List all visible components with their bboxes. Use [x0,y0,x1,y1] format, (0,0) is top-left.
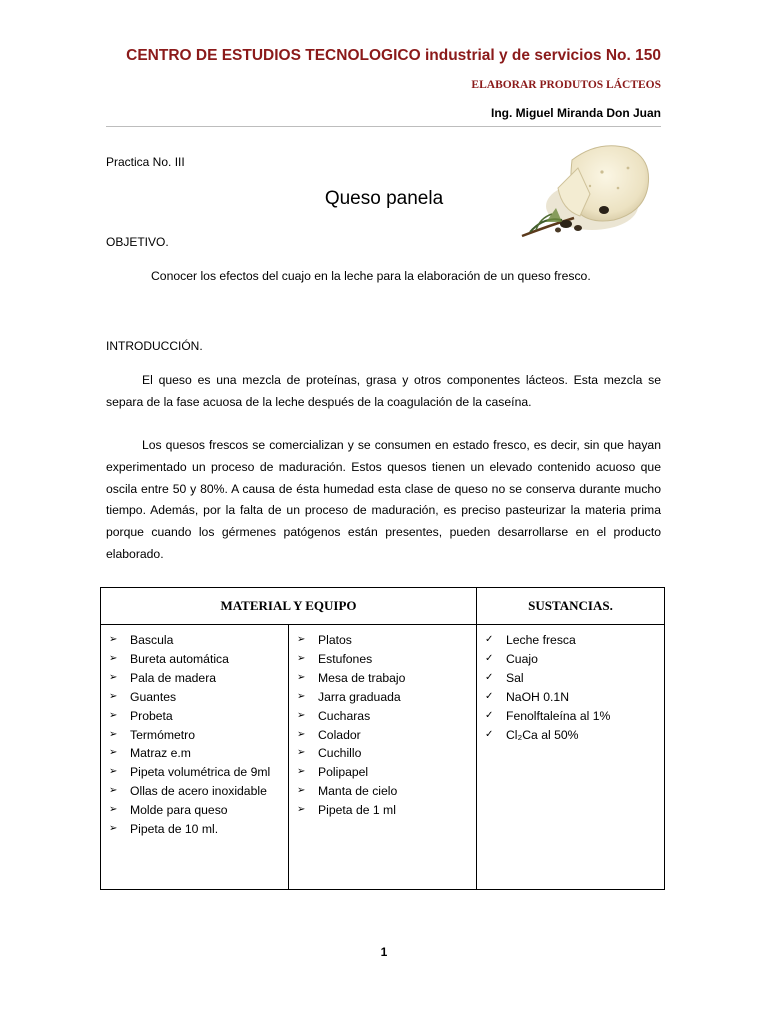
arrow-bullet-icon: ➢ [109,671,118,683]
page-number: 1 [380,945,388,959]
checkmark-icon: ✓ [485,671,494,683]
list-item [106,763,284,782]
list-item [106,782,284,801]
checkmark-icon: ✓ [485,728,494,740]
arrow-bullet-icon: ➢ [109,804,118,816]
arrow-bullet-icon: ➢ [109,690,118,702]
list-item [106,801,284,820]
teacher-header: Ing. Miguel Miranda Don Juan [490,106,661,120]
list-item [106,669,284,688]
list-item-text: Mesa de trabajo [318,670,406,685]
arrow-bullet-icon: ➢ [297,804,306,816]
list-item [482,631,660,650]
list-item [482,669,660,688]
list-item [294,707,472,726]
objetivo-text: Conocer los efectos del cuajo en la leche para la elaboración de un queso fresco. [151,269,591,283]
list-item [294,726,472,745]
arrow-bullet-icon: ➢ [297,690,306,702]
arrow-bullet-icon: ➢ [109,709,118,721]
list-item-text: Pipeta de 1 ml [318,803,396,818]
arrow-bullet-icon: ➢ [109,747,118,759]
header-divider [106,126,661,127]
list-item [294,763,472,782]
material-list-2 [289,625,476,820]
list-item-text: Polipapel [318,765,369,780]
list-item [482,650,660,669]
list-item [482,707,660,726]
list-item [482,688,660,707]
list-item-text: Cuchillo [318,746,362,761]
list-item-text: Bureta automática [130,651,229,666]
arrow-bullet-icon: ➢ [297,785,306,797]
arrow-bullet-icon: ➢ [109,785,118,797]
list-item-text: Colador [318,727,361,742]
material-list-1 [101,625,288,839]
arrow-bullet-icon: ➢ [297,709,306,721]
list-item-text: Cucharas [318,708,371,723]
list-item-text: Ollas de acero inoxidable [130,784,267,799]
list-item [294,688,472,707]
introduccion-heading: INTRODUCCIÓN. [106,339,203,353]
list-item [294,744,472,763]
list-item-text: Termómetro [130,727,196,742]
list-item [294,650,472,669]
arrow-bullet-icon: ➢ [109,634,118,645]
list-item-text: Cuajo [506,651,538,666]
arrow-bullet-icon: ➢ [297,747,306,759]
list-item-text: Leche fresca [506,633,576,647]
subject-header: ELABORAR PRODUTOS LÁCTEOS [471,79,661,91]
list-item [106,707,284,726]
list-item-text: Pipeta volumétrica de 9ml [130,765,271,780]
arrow-bullet-icon: ➢ [109,652,118,664]
list-item-text: Bascula [130,633,174,647]
checkmark-icon: ✓ [485,634,494,645]
list-item-text: Matraz e.m [130,746,191,761]
arrow-bullet-icon: ➢ [297,652,306,664]
sustancias-column [477,625,665,890]
sustancias-list [477,625,664,744]
page-title: Queso panela [324,188,444,209]
arrow-bullet-icon: ➢ [297,728,306,740]
checkmark-icon: ✓ [485,652,494,664]
checkmark-icon: ✓ [485,690,494,702]
list-item-text: NaOH 0.1N [506,689,569,704]
list-item [106,631,284,650]
practica-label: Practica No. III [106,155,185,169]
list-item [294,782,472,801]
list-item [106,650,284,669]
list-item-text: Sal [506,670,524,685]
school-header: CENTRO DE ESTUDIOS TECNOLOGICO industrial y de servicios No. 150 [126,47,661,64]
list-item-text: Estufones [318,651,373,666]
arrow-bullet-icon: ➢ [297,634,306,645]
list-item-text: Platos [318,633,352,647]
list-item-text: Jarra graduada [318,689,401,704]
list-item [106,726,284,745]
arrow-bullet-icon: ➢ [109,823,118,835]
list-item-text: Molde para queso [130,803,228,818]
material-column-1 [101,625,289,890]
arrow-bullet-icon: ➢ [109,766,118,778]
material-header: MATERIAL Y EQUIPO [101,588,477,625]
objetivo-heading: OBJETIVO. [106,235,169,249]
list-item-text: Pala de madera [130,670,217,685]
material-column-2 [289,625,477,890]
list-item [294,801,472,820]
sustancias-header: SUSTANCIAS. [477,588,665,625]
list-item-text: Guantes [130,689,177,704]
materials-table [100,587,665,890]
list-item-text: Probeta [130,708,173,723]
cheese-image [518,138,654,242]
list-item [294,669,472,688]
list-item-text: Cl₂Ca al 50% [506,727,579,742]
intro-paragraph-1: El queso es una mezcla de proteínas, grasa y otros componentes lácteos. Esta mezcla se separa de la fase acuosa de la leche después de la coagulación de la caseína. [106,373,661,409]
arrow-bullet-icon: ➢ [297,671,306,683]
arrow-bullet-icon: ➢ [297,766,306,778]
list-item [106,744,284,763]
list-item [482,726,660,745]
arrow-bullet-icon: ➢ [109,728,118,740]
list-item-text: Fenolftaleína al 1% [506,708,611,723]
intro-paragraph-2: Los quesos frescos se comercializan y se consumen en estado fresco, es decir, sin que hayan experimentado un proceso de maduración. Estos quesos tienen un elevado contenido acuoso que oscila entre 50 y 80%. A causa de ésta humedad esta clase de queso no se conserva durante mucho tiempo. Además, por la falta de un proceso de maduración, es preciso pasteurizar la materia prima porque cuando los gérmenes patógenos están presentes, pueden desarrollarse en el producto elaborado. [106,438,661,561]
list-item [106,820,284,839]
list-item-text: Manta de cielo [318,784,398,799]
list-item-text: Pipeta de 10 ml. [130,822,219,837]
list-item [106,688,284,707]
list-item [294,631,472,650]
checkmark-icon: ✓ [485,709,494,721]
